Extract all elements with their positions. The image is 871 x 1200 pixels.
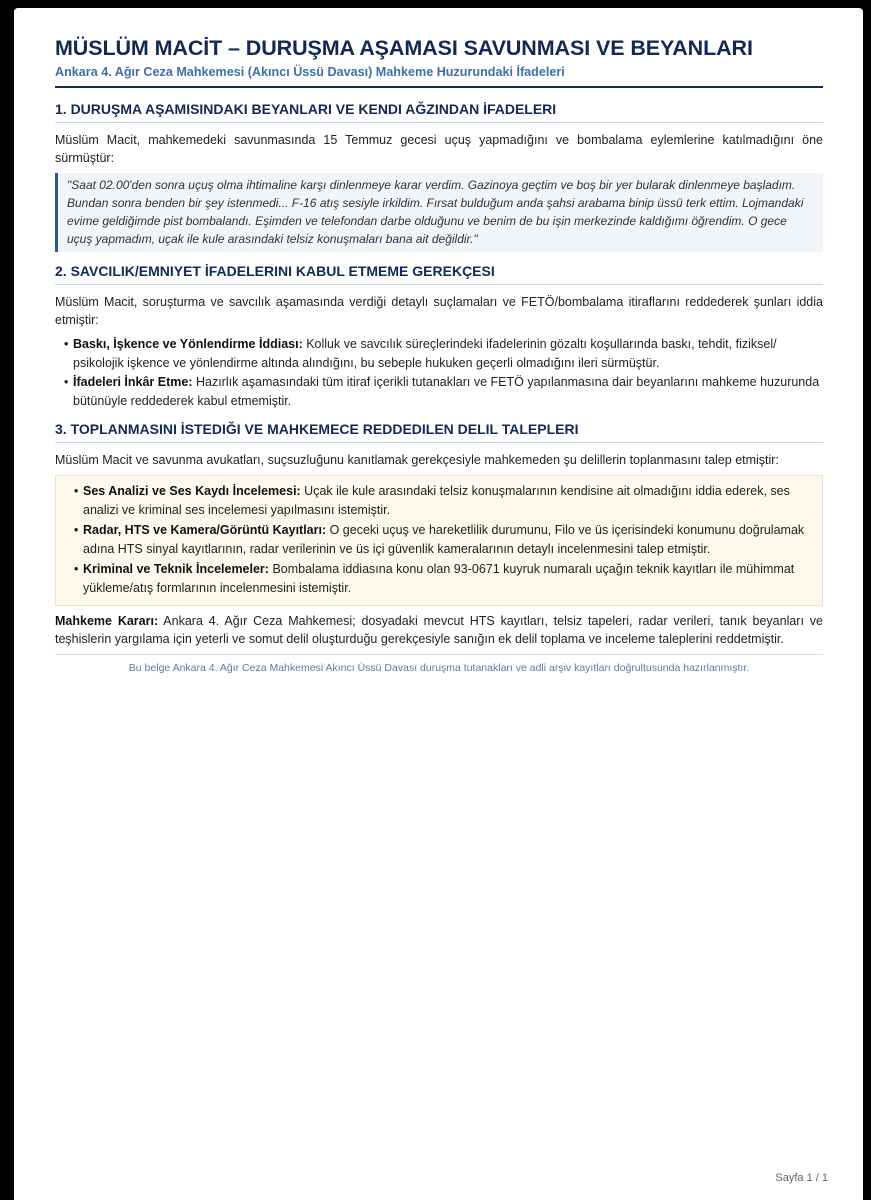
title-divider — [55, 86, 823, 88]
footer-divider — [55, 654, 823, 655]
section-statements — [55, 100, 823, 252]
list-item-text: Uçak ile kule arasındaki telsiz konuşmalarının kendisine ait olmadığını iddia ederek, ses analizi ve kriminal ses incelemesi yapılmasını istemiştir. — [83, 484, 790, 517]
section-evidence-requests — [55, 420, 823, 648]
document-title: MÜSLÜM MACİT – DURUŞMA AŞAMASI SAVUNMASI VE BEYANLARI — [55, 36, 753, 60]
court-decision-text: Ankara 4. Ağır Ceza Mahkemesi; dosyadaki mevcut HTS kayıtları, telsiz tapeleri, radar verileri, tanık beyanları ve teşhislerin yargılama için yeterli ve somut delil oluşturduğu gerekçesiyle sanığın ek delil toplama ve inceleme taleplerini reddetmiştir. — [55, 614, 824, 646]
court-decision — [55, 612, 823, 648]
list-item — [74, 521, 814, 558]
list-item — [74, 560, 814, 597]
list-item-text: Bombalama iddiasına konu olan 93-0671 kuyruk numaralı uçağın teknik kayıtları ile mühimmat yükleme/atış formlarının incelenmesini istemiştir. — [83, 562, 795, 595]
document-subtitle: Ankara 4. Ağır Ceza Mahkemesi (Akıncı Üssü Davası) Mahkeme Huzurundaki İfadeleri — [55, 65, 565, 79]
list-item-lead: Kriminal ve Teknik İncelemeler: — [83, 562, 269, 576]
section-1-intro: Müslüm Macit, mahkemedeki savunmasında 15 Temmuz gecesi uçuş yapmadığını ve bombalama eylemlerine katılmadığını öne sürmüştür: — [55, 133, 823, 165]
defendant-quote: "Saat 02.00'den sonra uçuş olma ihtimaline karşı dinlenmeye karar verdim. Gazinoya geçtim ve boş bir yer bularak dinlenmeye başladım. Bundan sonra benden bir şey istenmedi... F-16 atış sesiyle irkildim. Fırsat bulduğum anda şahsi arabama binip üssü terk ettim. Lojmandaki evime geldiğimde pist bombalandı. Eşimden ve telefondan darbe olduğunu ve benim de bu işin merkezinde kaldığımı öğrendim. O gece uçuş yapmadım, uçak ile kule arasındaki telsiz konuşmaları bana ait değildir." — [55, 173, 823, 252]
list-item-text: Hazırlık aşamasındaki tüm itiraf içerikli tutanakları ve FETÖ yapılanmasına dair beyanlarını mahkeme huzurunda bütünüyle reddederek kabul etmemiştir. — [73, 375, 820, 408]
list-item — [64, 373, 823, 410]
section-2-intro: Müslüm Macit, soruşturma ve savcılık aşamasında verdiği detaylı suçlamaları ve FETÖ/bombalama itiraflarını reddederek şunları iddia etmiştir: — [55, 295, 823, 327]
list-item-text: O geceki uçuş ve hareketlilik durumunu, Filo ve üs içerisindeki konumunu doğrulamak adına HTS sinyal kayıtlarının, radar verilerinin ve üs içi güvenlik kameralarının detaylı incelenmesini talep etmiştir. — [83, 523, 805, 556]
evidence-request-list — [65, 482, 814, 597]
section-3-intro: Müslüm Macit ve savunma avukatları, suçsuzluğunu kanıtlamak gerekçesiyle mahkemeden şu delillerin toplanmasını talep etmiştir: — [55, 453, 779, 467]
section-1-heading: 1. DURUŞMA AŞAMISINDAKI BEYANLARI VE KENDI AĞZINDAN İFADELERI — [55, 100, 823, 123]
document-page — [14, 8, 863, 1200]
rejection-reason-list — [55, 335, 823, 410]
list-item-text: Kolluk ve savcılık süreçlerindeki ifadelerinin gözaltı koşullarında baskı, tehdit, fiziksel/ psikolojik işkence ve yönlendirme altında alındığını, bu sebeple hukuken geçerli olmadığını ileri sürmüştür. — [73, 337, 777, 370]
evidence-request-box — [55, 475, 823, 606]
list-item — [64, 335, 823, 372]
list-item — [74, 482, 814, 519]
footer-note: Bu belge Ankara 4. Ağır Ceza Mahkemesi Akıncı Üssü Davası duruşma tutanakları ve adli arşiv kayıtları doğrultusunda hazırlanmıştır. — [128, 662, 750, 674]
section-3-heading: 3. TOPLANMASINI İSTEDIĞI VE MAHKEMECE REDDEDILEN DELIL TALEPLERI — [55, 420, 823, 443]
list-item-lead: Baskı, İşkence ve Yönlendirme İddiası: — [73, 337, 303, 351]
section-rejection-reasons — [55, 262, 823, 410]
page-number: Sayfa 1 / 1 — [775, 1172, 828, 1184]
list-item-lead: Ses Analizi ve Ses Kaydı İncelemesi: — [83, 484, 301, 498]
section-2-heading: 2. SAVCILIK/EMNIYET İFADELERINI KABUL ETMEME GEREKÇESI — [55, 262, 823, 285]
list-item-lead: Radar, HTS ve Kamera/Görüntü Kayıtları: — [83, 523, 327, 537]
court-decision-label: Mahkeme Kararı: — [55, 614, 159, 628]
list-item-lead: İfadeleri İnkâr Etme: — [73, 375, 193, 389]
